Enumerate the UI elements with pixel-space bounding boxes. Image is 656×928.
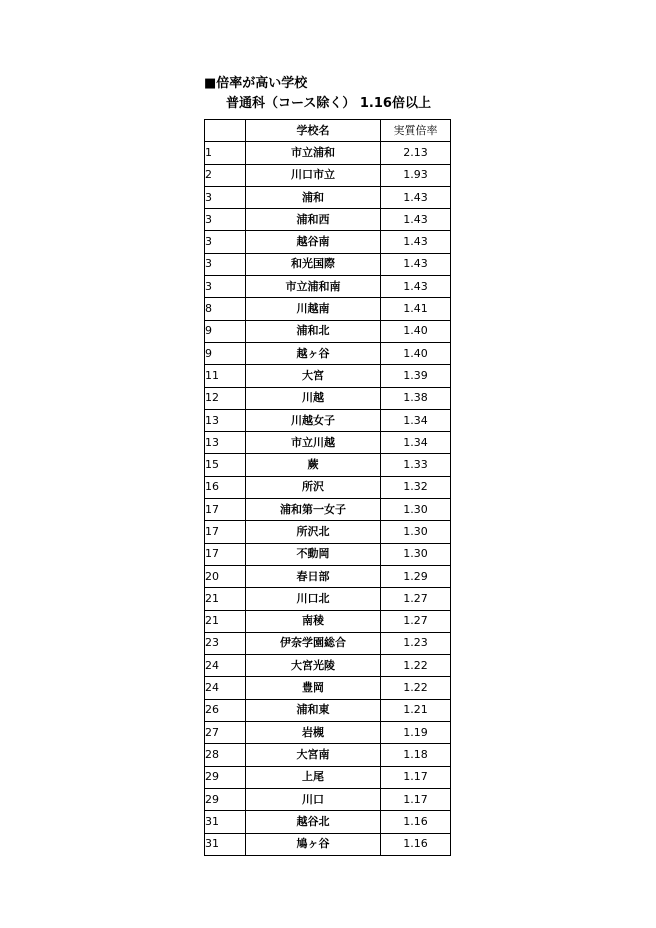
column-header-school: 学校名 (246, 120, 381, 142)
ratio-cell: 1.39 (381, 365, 451, 387)
school-name-cell: 上尾 (246, 766, 381, 788)
rank-cell: 13 (205, 409, 246, 431)
table-row (205, 699, 451, 721)
school-name-cell: 和光国際 (246, 253, 381, 275)
school-name-cell: 大宮 (246, 365, 381, 387)
ratio-cell: 1.17 (381, 788, 451, 810)
table-row (205, 186, 451, 208)
table-row (205, 788, 451, 810)
table-row (205, 387, 451, 409)
ratio-cell: 1.22 (381, 677, 451, 699)
table-row (205, 454, 451, 476)
school-name-cell: 市立浦和 (246, 142, 381, 164)
table-row (205, 365, 451, 387)
school-name-cell: 越ヶ谷 (246, 342, 381, 364)
ratio-cell: 1.23 (381, 632, 451, 654)
ratio-cell: 1.32 (381, 476, 451, 498)
table-row (205, 565, 451, 587)
ratio-cell: 1.30 (381, 499, 451, 521)
table-row (205, 722, 451, 744)
table-row (205, 632, 451, 654)
rank-cell: 20 (205, 565, 246, 587)
table-row (205, 766, 451, 788)
rank-cell: 23 (205, 632, 246, 654)
ratio-cell: 1.43 (381, 209, 451, 231)
school-name-cell: 蕨 (246, 454, 381, 476)
school-name-cell: 浦和東 (246, 699, 381, 721)
ratio-cell: 1.43 (381, 253, 451, 275)
school-name-cell: 豊岡 (246, 677, 381, 699)
ratio-cell: 1.41 (381, 298, 451, 320)
ratio-cell: 1.34 (381, 409, 451, 431)
table-row (205, 521, 451, 543)
rank-cell: 21 (205, 588, 246, 610)
table-subheading: 普通科（コース除く） 1.16倍以上 (226, 96, 431, 111)
school-name-cell: 川口市立 (246, 164, 381, 186)
rank-cell: 12 (205, 387, 246, 409)
table-row (205, 543, 451, 565)
ratio-cell: 1.40 (381, 320, 451, 342)
ratio-cell: 1.93 (381, 164, 451, 186)
rank-cell: 1 (205, 142, 246, 164)
rank-cell: 9 (205, 342, 246, 364)
rank-cell: 9 (205, 320, 246, 342)
school-name-cell: 大宮南 (246, 744, 381, 766)
school-name-cell: 市立浦和南 (246, 276, 381, 298)
school-name-cell: 川越南 (246, 298, 381, 320)
school-name-cell: 鳩ヶ谷 (246, 833, 381, 855)
table-row (205, 610, 451, 632)
ratio-cell: 1.16 (381, 811, 451, 833)
table-header (205, 120, 451, 142)
school-name-cell: 浦和第一女子 (246, 499, 381, 521)
rank-cell: 17 (205, 499, 246, 521)
rank-cell: 24 (205, 655, 246, 677)
ratio-cell: 1.40 (381, 342, 451, 364)
table-row (205, 409, 451, 431)
rank-cell: 3 (205, 186, 246, 208)
ratio-cell: 1.33 (381, 454, 451, 476)
column-header-rank (205, 120, 246, 142)
school-name-cell: 浦和 (246, 186, 381, 208)
school-name-cell: 南稜 (246, 610, 381, 632)
rank-cell: 3 (205, 276, 246, 298)
table-row (205, 744, 451, 766)
school-name-cell: 岩槻 (246, 722, 381, 744)
ratio-cell: 1.34 (381, 432, 451, 454)
rank-cell: 31 (205, 833, 246, 855)
school-name-cell: 浦和北 (246, 320, 381, 342)
ratio-cell: 1.22 (381, 655, 451, 677)
school-name-cell: 浦和西 (246, 209, 381, 231)
table-row (205, 833, 451, 855)
rank-cell: 24 (205, 677, 246, 699)
header-row (205, 120, 451, 142)
ratio-cell: 1.27 (381, 588, 451, 610)
rank-cell: 16 (205, 476, 246, 498)
school-name-cell: 所沢 (246, 476, 381, 498)
ratio-cell: 1.18 (381, 744, 451, 766)
ratio-cell: 1.30 (381, 543, 451, 565)
ratio-cell: 1.27 (381, 610, 451, 632)
table-row (205, 231, 451, 253)
table-row (205, 499, 451, 521)
rank-cell: 3 (205, 209, 246, 231)
ratio-cell: 1.43 (381, 231, 451, 253)
rank-cell: 8 (205, 298, 246, 320)
table-row (205, 588, 451, 610)
ratio-cell: 1.43 (381, 186, 451, 208)
rank-cell: 3 (205, 231, 246, 253)
school-name-cell: 不動岡 (246, 543, 381, 565)
table-row (205, 655, 451, 677)
school-name-cell: 川越女子 (246, 409, 381, 431)
school-name-cell: 大宮光陵 (246, 655, 381, 677)
table-row (205, 677, 451, 699)
school-name-cell: 伊奈学園総合 (246, 632, 381, 654)
rank-cell: 11 (205, 365, 246, 387)
ratio-cell: 1.38 (381, 387, 451, 409)
table-row (205, 209, 451, 231)
ratio-cell: 1.16 (381, 833, 451, 855)
rank-cell: 26 (205, 699, 246, 721)
school-name-cell: 川越 (246, 387, 381, 409)
column-header-ratio: 実質倍率 (381, 120, 451, 142)
ratio-ranking-table (204, 119, 451, 856)
table-row (205, 164, 451, 186)
table-row (205, 476, 451, 498)
school-name-cell: 川口北 (246, 588, 381, 610)
rank-cell: 27 (205, 722, 246, 744)
school-name-cell: 春日部 (246, 565, 381, 587)
ratio-cell: 2.13 (381, 142, 451, 164)
rank-cell: 17 (205, 543, 246, 565)
rank-cell: 2 (205, 164, 246, 186)
table-row (205, 320, 451, 342)
table-row (205, 253, 451, 275)
school-name-cell: 越谷南 (246, 231, 381, 253)
ratio-cell: 1.29 (381, 565, 451, 587)
table-row (205, 811, 451, 833)
rank-cell: 13 (205, 432, 246, 454)
school-name-cell: 市立川越 (246, 432, 381, 454)
table-row (205, 432, 451, 454)
school-name-cell: 越谷北 (246, 811, 381, 833)
table-row (205, 142, 451, 164)
section-heading: ■倍率が高い学校 (204, 76, 308, 91)
rank-cell: 29 (205, 766, 246, 788)
rank-cell: 28 (205, 744, 246, 766)
table-body (205, 142, 451, 856)
rank-cell: 17 (205, 521, 246, 543)
table-row (205, 342, 451, 364)
rank-cell: 3 (205, 253, 246, 275)
school-name-cell: 川口 (246, 788, 381, 810)
ratio-cell: 1.43 (381, 276, 451, 298)
rank-cell: 31 (205, 811, 246, 833)
rank-cell: 21 (205, 610, 246, 632)
ratio-cell: 1.19 (381, 722, 451, 744)
rank-cell: 29 (205, 788, 246, 810)
school-name-cell: 所沢北 (246, 521, 381, 543)
table-row (205, 276, 451, 298)
ratio-cell: 1.17 (381, 766, 451, 788)
ratio-cell: 1.21 (381, 699, 451, 721)
rank-cell: 15 (205, 454, 246, 476)
ratio-cell: 1.30 (381, 521, 451, 543)
table-row (205, 298, 451, 320)
